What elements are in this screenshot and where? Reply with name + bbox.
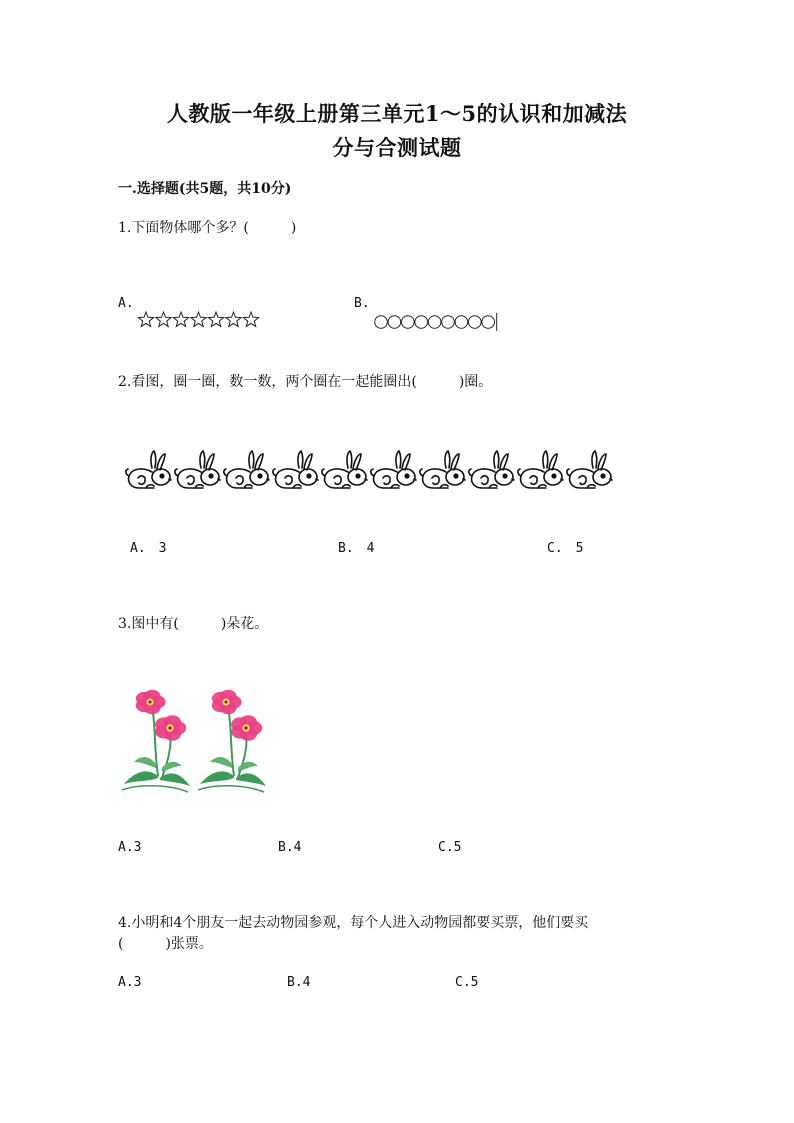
q2-option-a[interactable]: A. 3: [130, 541, 167, 556]
q2-option-b[interactable]: B. 4: [338, 541, 375, 556]
flower-picture-graphic: [118, 688, 268, 800]
q1-option-b-label: B.: [354, 296, 370, 311]
q1-option-a-label: A.: [118, 296, 134, 311]
rabbit-icon: [273, 451, 318, 488]
circle-icon: [428, 316, 441, 329]
title-line-2: 分与合测试题: [332, 135, 462, 160]
star-icon: [173, 312, 188, 326]
question-1: 1.下面物体哪个多？( ): [118, 220, 297, 236]
rabbit-icon: [175, 451, 220, 488]
rabbit-icon: [469, 451, 514, 488]
star-icon: [191, 312, 206, 326]
star-icon: [226, 312, 241, 326]
rabbit-icon: [567, 451, 612, 488]
rabbit-icon: [518, 451, 563, 488]
star-row-graphic: [138, 311, 268, 329]
q4-option-c[interactable]: C.5: [455, 975, 479, 990]
flower-plant: [122, 690, 190, 792]
flower-icon: [231, 715, 262, 741]
q3-option-a[interactable]: A.3: [118, 840, 142, 855]
star-icon: [156, 312, 171, 326]
rabbit-row-graphic: [124, 448, 624, 494]
flower-icon: [155, 715, 186, 741]
q3-flowers: [118, 688, 268, 800]
circle-icon: [442, 316, 455, 329]
circle-icon: [388, 316, 401, 329]
question-3: 3.图中有( )朵花。: [118, 616, 269, 632]
circle-icon: [375, 316, 388, 329]
rabbit-icon: [420, 451, 465, 488]
q1-stars: [138, 311, 268, 329]
flower-plant: [198, 690, 266, 792]
circle-icon: [482, 316, 495, 329]
flower-icon: [212, 690, 242, 715]
question-4-line-2: ( )张票。: [118, 936, 213, 952]
title-line-1: 人教版一年级上册第三单元1～5的认识和加减法: [166, 101, 628, 126]
q2-option-c[interactable]: C. 5: [547, 541, 584, 556]
circle-icon: [402, 316, 415, 329]
q4-option-a[interactable]: A.3: [118, 975, 142, 990]
star-icon: [208, 312, 223, 326]
question-2: 2.看图，圈一圈，数一数，两个圈在一起能圈出( )圈。: [118, 374, 493, 390]
flower-icon: [136, 690, 166, 715]
circle-icon: [415, 316, 428, 329]
circle-icon: [455, 316, 468, 329]
rabbit-icon: [126, 451, 171, 488]
q3-option-c[interactable]: C.5: [438, 840, 462, 855]
q4-option-b[interactable]: B.4: [287, 975, 311, 990]
star-icon: [243, 312, 258, 326]
rabbit-icon: [224, 451, 269, 488]
rabbit-icon: [371, 451, 416, 488]
star-icon: [138, 312, 153, 326]
question-4-line-1: 4.小明和4个朋友一起去动物园参观，每个人进入动物园都要买票，他们要买: [118, 915, 589, 931]
q2-rabbits: [124, 448, 624, 494]
circle-row-graphic: [374, 312, 509, 332]
rabbit-icon: [322, 451, 367, 488]
q1-circles: [374, 312, 509, 332]
section-heading: 一.选择题(共5题，共10分): [118, 181, 292, 197]
circle-icon: [469, 316, 482, 329]
q3-option-b[interactable]: B.4: [278, 840, 302, 855]
